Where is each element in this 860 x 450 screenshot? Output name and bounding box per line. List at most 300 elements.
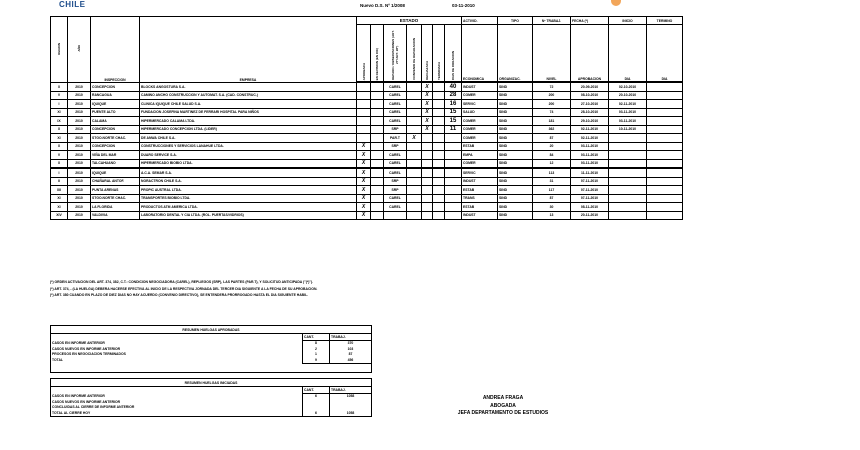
cell-aprobada: X xyxy=(357,159,371,168)
cell-termino xyxy=(647,82,683,91)
cell-termino xyxy=(647,117,683,126)
cell-ano: 2010 xyxy=(68,82,91,91)
cell-convenio xyxy=(407,100,422,109)
cell-inicio xyxy=(609,142,647,151)
cell-convenio xyxy=(407,108,422,117)
cell-ano: 2010 xyxy=(68,117,91,126)
col-actividad-sub: ECONOMICA xyxy=(462,25,498,83)
cell-inicio: 03-11-2010 xyxy=(609,108,647,117)
cell-actividad: ESTAB xyxy=(462,186,498,195)
cell-ano: 2010 xyxy=(68,203,91,212)
cell-actividad: TRANS xyxy=(462,194,498,203)
footnotes xyxy=(50,279,317,299)
table-row xyxy=(51,91,683,100)
cell-tipo: SIND xyxy=(498,108,533,117)
summary-row: TOTAL 9 456 xyxy=(51,357,372,363)
summary-started-title: RESUMEN HUELGAS INICIADAS xyxy=(51,379,372,387)
cell-terminada xyxy=(433,82,445,91)
signer-position: JEFA DEPARTAMENTO DE ESTUDIOS xyxy=(457,410,549,416)
cell-actividad: INDUST xyxy=(462,82,498,91)
cell-inspeccion: TALCAHUANO xyxy=(91,159,140,168)
footnote: (*) ORDEN ACTIVACION DEL ART. 374, 382, C.T.: CONDICION NEGOCIADORA (CAREL), REPLIEGOS (SRP), LAS PARTES (PAR.T), Y SOLICITUD ANTICIPADA ("(*)"). xyxy=(50,280,314,284)
cell-actividad: COMER xyxy=(462,134,498,143)
cell-inspeccion: CHAÑARAL ANTOF. xyxy=(91,177,140,186)
cell-empresa: HIPERMERCADO CONCEPCION LTDA. (LIDER) xyxy=(140,125,357,134)
cell-empresa: PRODUCTOS ATM AMERICA LTDA. xyxy=(140,203,357,212)
cell-tipo: SIND xyxy=(498,82,533,91)
document-date: 03-11-2010 xyxy=(452,3,475,8)
cell-empresa: HIPERMERCADO CALAMA LTDA. xyxy=(140,117,357,126)
cell-terminada xyxy=(433,159,445,168)
cell-en-revision xyxy=(371,203,384,212)
cell-termino xyxy=(647,108,683,117)
cell-termino xyxy=(647,100,683,109)
cell-rechazada: X xyxy=(422,108,433,117)
cell-aprobada: X xyxy=(357,186,371,195)
cell-actividad: SERVIC xyxy=(462,100,498,109)
cell-empresa: NORACTRON CHILE S.A. xyxy=(140,177,357,186)
col-en-revision: EN REVISION (EN DIC) xyxy=(371,25,384,83)
cell-rechazada xyxy=(422,168,433,177)
cell-inspeccion: CONCEPCION xyxy=(91,142,140,151)
cell-rechazada xyxy=(422,186,433,195)
summary-approved-table xyxy=(50,325,372,373)
cell-dias xyxy=(445,151,462,160)
cell-reparo: SRP xyxy=(384,125,407,134)
col-aprobada: APROBADA xyxy=(357,25,371,83)
cell-inspeccion: IQUIQUE xyxy=(91,168,140,177)
summary-row: CASOS NUEVOS EN INFORME ANTERIOR xyxy=(51,399,372,405)
cell-dias xyxy=(445,211,462,220)
cell-terminada xyxy=(433,194,445,203)
cell-en-revision xyxy=(371,91,384,100)
cell-terminada xyxy=(433,142,445,151)
cell-reparo: CAREL xyxy=(384,82,407,91)
cell-rechazada xyxy=(422,194,433,203)
cell-termino xyxy=(647,177,683,186)
cell-tipo: SIND xyxy=(498,194,533,203)
cell-dias: 11 xyxy=(445,125,462,134)
cell-terminada xyxy=(433,125,445,134)
cell-region: I xyxy=(51,100,68,109)
cell-trabajadores: 74 xyxy=(533,108,571,117)
cell-reparo: CAREL xyxy=(384,151,407,160)
cell-en-revision xyxy=(371,142,384,151)
col-actividad: ACTIVID. xyxy=(462,17,498,25)
cell-reparo: CAREL xyxy=(384,159,407,168)
cell-en-revision xyxy=(371,211,384,220)
cell-fecha: 08-11-2010 xyxy=(571,203,609,212)
col-trab: TRABAJ. xyxy=(330,387,372,394)
cell-en-revision xyxy=(371,82,384,91)
cell-region: XI xyxy=(51,194,68,203)
cell-en-revision xyxy=(371,117,384,126)
signer-title: ABOGADA xyxy=(490,402,516,409)
cell-actividad: COMER xyxy=(462,117,498,126)
cell-actividad: ESTAB xyxy=(462,203,498,212)
cell-trabajadores: 117 xyxy=(533,186,571,195)
cell-fecha: 29-10-2010 xyxy=(571,117,609,126)
gobierno-chile-logo xyxy=(59,0,86,9)
cell-aprobada: X xyxy=(357,168,371,177)
cell-actividad: COMER xyxy=(462,159,498,168)
table-row xyxy=(51,142,683,151)
cell-inspeccion: STGO.NORTE CHAC. xyxy=(91,134,140,143)
col-dias: DIAS DE DURACION xyxy=(445,25,462,83)
cell-tipo: SIND xyxy=(498,117,533,126)
table-row xyxy=(51,177,683,186)
cell-convenio xyxy=(407,177,422,186)
col-tipo: TIPO xyxy=(498,17,533,25)
cell-reparo: CAREL xyxy=(384,194,407,203)
cell-empresa: BLOCKS ANGOSTURA S.A. xyxy=(140,82,357,91)
cell-region: X xyxy=(51,142,68,151)
cell-empresa: CLINICA IQUIQUE CHILE SALUD S.A. xyxy=(140,100,357,109)
cell-fecha: 07-11-2010 xyxy=(571,177,609,186)
cell-tipo: SIND xyxy=(498,186,533,195)
cell-tipo: SIND xyxy=(498,211,533,220)
cell-actividad: ESTAB xyxy=(462,142,498,151)
cell-actividad: SERVIC xyxy=(462,168,498,177)
cell-en-revision xyxy=(371,100,384,109)
cell-tipo: SIND xyxy=(498,151,533,160)
cell-region: I xyxy=(51,168,68,177)
cell-ano: 2010 xyxy=(68,125,91,134)
cell-trabajadores: 31 xyxy=(533,177,571,186)
summary-started-table xyxy=(50,378,372,417)
cell-rechazada: X xyxy=(422,82,433,91)
cell-aprobada xyxy=(357,91,371,100)
cell-dias xyxy=(445,142,462,151)
cell-terminada xyxy=(433,168,445,177)
table-row xyxy=(51,100,683,109)
cell-reparo: PAR.T xyxy=(384,134,407,143)
cell-fecha: 28-10-2010 xyxy=(571,108,609,117)
cell-ano: 2010 xyxy=(68,100,91,109)
cell-terminada xyxy=(433,91,445,100)
cell-aprobada xyxy=(357,100,371,109)
cell-inicio xyxy=(609,134,647,143)
cell-en-revision xyxy=(371,159,384,168)
col-inicio: INICIO xyxy=(609,17,647,25)
table-row xyxy=(51,134,683,143)
col-termino: TERMINO xyxy=(647,17,683,25)
cell-dias xyxy=(445,186,462,195)
cell-trabajadores: 30 xyxy=(533,203,571,212)
cell-trabajadores: 13 xyxy=(533,211,571,220)
cell-termino xyxy=(647,186,683,195)
cell-terminada xyxy=(433,177,445,186)
cell-tipo: SIND xyxy=(498,125,533,134)
table-row xyxy=(51,159,683,168)
cell-inicio: 02-10-2010 xyxy=(609,82,647,91)
cell-fecha: 02-11-2010 xyxy=(571,125,609,134)
cell-region: XI xyxy=(51,203,68,212)
cell-inicio xyxy=(609,168,647,177)
cell-inspeccion: LA FLORIDA xyxy=(91,203,140,212)
cell-ano: 2010 xyxy=(68,151,91,160)
cell-fecha: 03-11-2010 xyxy=(571,159,609,168)
cell-inicio xyxy=(609,186,647,195)
table-row xyxy=(51,151,683,160)
cell-dias xyxy=(445,177,462,186)
summary-row: PROCESOS EN NEGOCIACION TERMINADOS 1 87 xyxy=(51,352,372,358)
cell-empresa: TRANSPORTES BIOBIO LTDA. xyxy=(140,194,357,203)
cell-rechazada: X xyxy=(422,91,433,100)
cell-aprobada: X xyxy=(357,151,371,160)
cell-reparo: CAREL xyxy=(384,91,407,100)
cell-termino xyxy=(647,151,683,160)
cell-convenio xyxy=(407,142,422,151)
col-ano: AÑO xyxy=(68,17,91,83)
cell-terminada xyxy=(433,134,445,143)
table-row xyxy=(51,117,683,126)
cell-empresa: PROPIC AUSTRAL LTDA. xyxy=(140,186,357,195)
cell-convenio xyxy=(407,211,422,220)
col-trabajadores: Nº TRABAJ. xyxy=(533,17,571,25)
cell-dias: 16 xyxy=(445,100,462,109)
col-inspeccion: INSPECCION xyxy=(91,17,140,83)
cell-convenio xyxy=(407,194,422,203)
cell-trabajadores: 20 xyxy=(533,142,571,151)
col-region: REGION xyxy=(51,17,68,83)
cell-reparo: CAREL xyxy=(384,100,407,109)
cell-ano: 2010 xyxy=(68,177,91,186)
cell-region: XII xyxy=(51,186,68,195)
cell-inicio: 02-11-2010 xyxy=(609,100,647,109)
cell-fecha: 08-10-2010 xyxy=(571,91,609,100)
cell-convenio: X xyxy=(407,134,422,143)
cell-terminada xyxy=(433,186,445,195)
cell-actividad: INDUST xyxy=(462,177,498,186)
cell-ano: 2010 xyxy=(68,142,91,151)
cell-dias xyxy=(445,203,462,212)
cell-tipo: SIND xyxy=(498,203,533,212)
cell-fecha: 11-11-2010 xyxy=(571,168,609,177)
cell-termino xyxy=(647,168,683,177)
cell-rechazada xyxy=(422,159,433,168)
cell-termino xyxy=(647,159,683,168)
cell-rechazada xyxy=(422,203,433,212)
cell-inspeccion: RANCAGUA xyxy=(91,91,140,100)
cell-trabajadores: 87 xyxy=(533,134,571,143)
cell-trabajadores: 72 xyxy=(533,82,571,91)
col-termino-sub: DIA xyxy=(647,25,683,83)
cell-trabajadores: 200 xyxy=(533,91,571,100)
cell-ano: 2010 xyxy=(68,211,91,220)
cell-aprobada: X xyxy=(357,203,371,212)
cell-termino xyxy=(647,211,683,220)
col-trabajadores-sub: NIVEL xyxy=(533,25,571,83)
cell-aprobada xyxy=(357,117,371,126)
cell-empresa: CONSTRUCCIONES Y SERVICIOS LANAHUE LTDA. xyxy=(140,142,357,151)
cell-actividad: INDUST xyxy=(462,211,498,220)
cell-region: X xyxy=(51,82,68,91)
cell-reparo: CAREL xyxy=(384,108,407,117)
cell-inicio: 20-10-2010 xyxy=(609,91,647,100)
cell-inicio xyxy=(609,211,647,220)
cell-empresa: DE ANWA CHILE S.A. xyxy=(140,134,357,143)
col-tipo-sub: ORGANIZAC. xyxy=(498,25,533,83)
table-row xyxy=(51,168,683,177)
cell-termino xyxy=(647,134,683,143)
col-fecha-sub: APROBACION xyxy=(571,25,609,83)
cell-empresa: CAMINO ANCHO CONSTRUCCION Y AUTOMAT. S.A. (CAD. CONSTRUC.) xyxy=(140,91,357,100)
cell-termino xyxy=(647,125,683,134)
col-inicio-sub: DIA xyxy=(609,25,647,83)
cell-trabajadores: 84 xyxy=(533,151,571,160)
cell-rechazada xyxy=(422,211,433,220)
cell-terminada xyxy=(433,117,445,126)
cell-fecha: 27-10-2010 xyxy=(571,100,609,109)
cell-aprobada xyxy=(357,82,371,91)
cell-actividad: EMPA xyxy=(462,151,498,160)
cell-inicio xyxy=(609,194,647,203)
cell-ano: 2010 xyxy=(68,186,91,195)
cell-inspeccion: CONCEPCION xyxy=(91,82,140,91)
cell-region: X xyxy=(51,159,68,168)
cell-trabajadores: 362 xyxy=(533,125,571,134)
signer-name: ANDREA FRAGA xyxy=(482,395,524,401)
cell-termino xyxy=(647,91,683,100)
cell-inicio xyxy=(609,203,647,212)
cell-inicio xyxy=(609,159,647,168)
strikes-table xyxy=(50,16,683,220)
cell-reparo xyxy=(384,211,407,220)
cell-fecha: 07-11-2010 xyxy=(571,194,609,203)
footnote: (*) ART. 380 CUANDO EN PLAZO DE DIEZ DIAS NO HAY ACUERDO (CONVENIO DIRECTIVO), SE ENTENDERA PRORROGADO HASTA EL DIA SIGUIENTE HABIL. xyxy=(50,293,309,297)
col-terminada: TERMINADA xyxy=(433,25,445,83)
col-reparo: REPARO / OBSERVACIONES (ART. 27º/ART. 28º) xyxy=(384,25,407,83)
cell-convenio xyxy=(407,117,422,126)
cell-rechazada xyxy=(422,177,433,186)
cell-convenio xyxy=(407,125,422,134)
table-row xyxy=(51,82,683,91)
cell-region: II xyxy=(51,177,68,186)
col-convenio: CONVENIO DE REPARACION xyxy=(407,25,422,83)
cell-fecha: 07-11-2010 xyxy=(571,186,609,195)
cell-inicio xyxy=(609,151,647,160)
signature-block xyxy=(455,395,551,418)
footnote: (*) ART. 374, - (LA HUELGA) DEBERA HACERSE EFECTIVA AL INICIO DE LA RESPECTIVA JORNADA DEL TERCER DIA SIGUIENTE A LA FECHA DE SU APROBACION. xyxy=(50,286,318,291)
table-row xyxy=(51,186,683,195)
cell-trabajadores: 12 xyxy=(533,159,571,168)
cell-tipo: SIND xyxy=(498,168,533,177)
summary-approved-title: RESUMEN HUELGAS APROBADAS xyxy=(51,326,372,334)
summary-row: CASOS EN INFORME ANTERIOR 8 370 xyxy=(51,340,372,346)
cell-empresa: HIPERMERCADO BIOBIO LTDA. xyxy=(140,159,357,168)
cell-en-revision xyxy=(371,134,384,143)
cell-inspeccion: CALAMA xyxy=(91,117,140,126)
cell-ano: 2010 xyxy=(68,134,91,143)
cell-rechazada: X xyxy=(422,125,433,134)
cell-en-revision xyxy=(371,108,384,117)
cell-aprobada: X xyxy=(357,194,371,203)
cell-tipo: SIND xyxy=(498,100,533,109)
cell-tipo: SIND xyxy=(498,91,533,100)
cell-reparo: SRP xyxy=(384,186,407,195)
cell-empresa: DUARO SERVICE S.A. xyxy=(140,151,357,160)
cell-aprobada xyxy=(357,125,371,134)
cell-fecha: 20-11-2010 xyxy=(571,211,609,220)
cell-fecha: 02-11-2010 xyxy=(571,134,609,143)
cell-dias: 15 xyxy=(445,117,462,126)
cell-empresa: A.C.A. SEMAR S.A. xyxy=(140,168,357,177)
table-row xyxy=(51,203,683,212)
cell-actividad: SALUD xyxy=(462,108,498,117)
cell-tipo: SIND xyxy=(498,134,533,143)
cell-region: IX xyxy=(51,117,68,126)
table-row xyxy=(51,211,683,220)
cell-trabajadores: 113 xyxy=(533,168,571,177)
document-title: Nuevo D.S. Nº 1/2008 xyxy=(360,3,405,8)
cell-inspeccion: VALDIVIA xyxy=(91,211,140,220)
cell-termino xyxy=(647,203,683,212)
cell-inspeccion: VIÑA DEL MAR xyxy=(91,151,140,160)
cell-dias xyxy=(445,134,462,143)
col-rechazada: RECHAZADA xyxy=(422,25,433,83)
cell-aprobada: X xyxy=(357,142,371,151)
cell-inspeccion: PUENTE ALTO xyxy=(91,108,140,117)
cell-reparo: CAREL xyxy=(384,117,407,126)
cell-dias xyxy=(445,159,462,168)
col-empresa: EMPRESA xyxy=(140,17,357,83)
cell-inspeccion: CONCEPCION xyxy=(91,125,140,134)
cell-inicio: 03-11-2010 xyxy=(609,117,647,126)
cell-trabajadores: 87 xyxy=(533,194,571,203)
cell-fecha: 03-11-2010 xyxy=(571,142,609,151)
cell-terminada xyxy=(433,100,445,109)
cell-convenio xyxy=(407,82,422,91)
cell-convenio xyxy=(407,168,422,177)
summary-row: CONCLUIDAS AL CIERRE DE INFORME ANTERIOR xyxy=(51,405,372,411)
cell-rechazada xyxy=(422,151,433,160)
cell-en-revision xyxy=(371,186,384,195)
cell-aprobada xyxy=(357,134,371,143)
cell-terminada xyxy=(433,203,445,212)
cell-reparo: CAREL xyxy=(384,203,407,212)
cell-tipo: SIND xyxy=(498,142,533,151)
summary-row: TOTAL AL CIERRE HOY 6 1058 xyxy=(51,410,372,416)
col-cant: CANT. xyxy=(303,334,330,341)
table-row xyxy=(51,125,683,134)
cell-convenio xyxy=(407,151,422,160)
cell-inicio: 10-11-2010 xyxy=(609,125,647,134)
cell-aprobada: X xyxy=(357,211,371,220)
cell-en-revision xyxy=(371,151,384,160)
cell-ano: 2010 xyxy=(68,194,91,203)
cell-empresa: FUNDACION JOSEFINA MARTINEZ DE FERRARI HOSPITAL PARA NIÑOS xyxy=(140,108,357,117)
col-cant: CANT. xyxy=(303,387,330,394)
cell-dias xyxy=(445,194,462,203)
cell-en-revision xyxy=(371,177,384,186)
cell-rechazada: X xyxy=(422,117,433,126)
cell-termino xyxy=(647,142,683,151)
cell-fecha: 03-11-2010 xyxy=(571,151,609,160)
cell-convenio xyxy=(407,159,422,168)
cell-terminada xyxy=(433,211,445,220)
cell-inspeccion: STGO.NORTE CHAC. xyxy=(91,194,140,203)
emblem-icon xyxy=(611,0,621,6)
cell-region: XI xyxy=(51,134,68,143)
cell-terminada xyxy=(433,151,445,160)
cell-rechazada xyxy=(422,142,433,151)
col-fecha: FECHA (*) xyxy=(571,17,609,25)
cell-region: V xyxy=(51,91,68,100)
col-trab: TRABAJ. xyxy=(330,334,372,341)
cell-fecha: 20-09-2010 xyxy=(571,82,609,91)
cell-actividad: COMER xyxy=(462,91,498,100)
